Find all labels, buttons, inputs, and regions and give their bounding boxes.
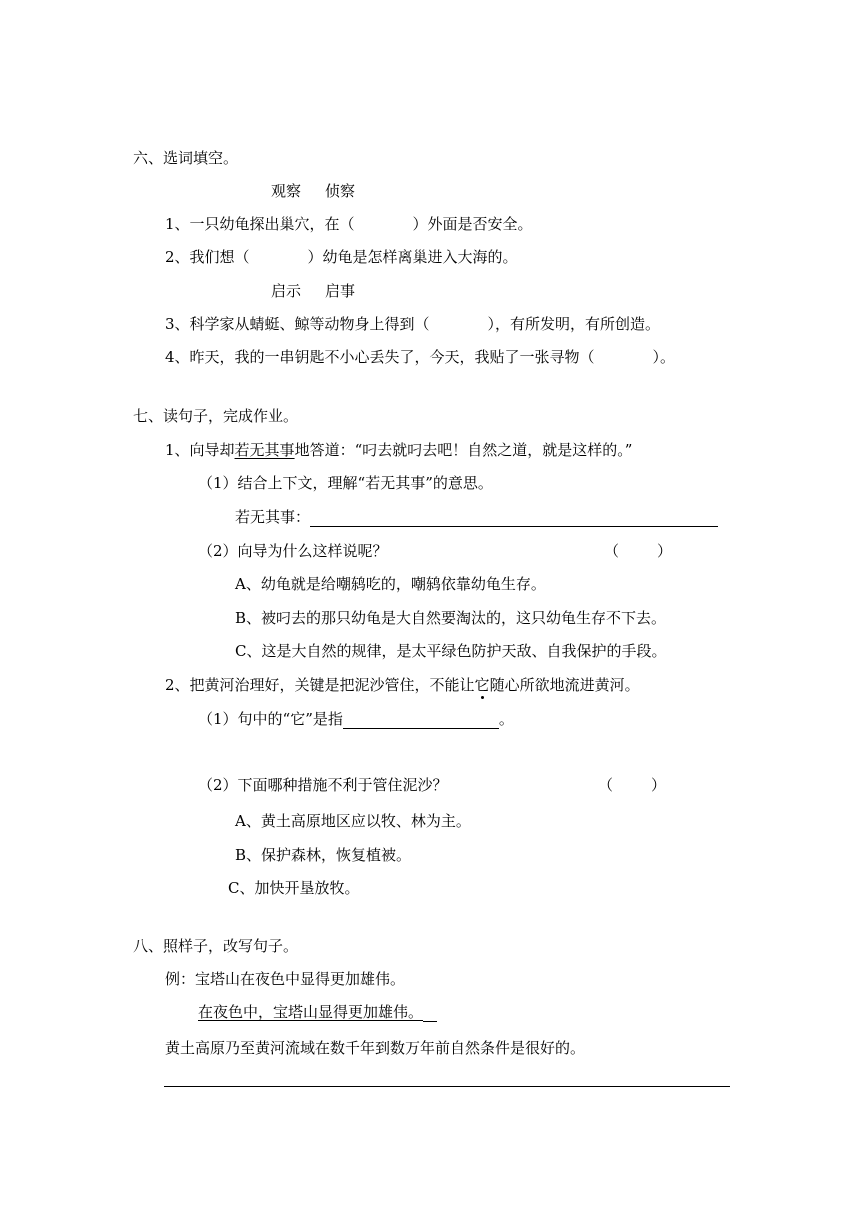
s7-q2-sub-1: （1）句中的“它”是指 。 — [198, 710, 514, 728]
option-a: A、幼龟就是给嘲鸫吃的，嘲鸫依靠幼龟生存。 — [235, 575, 546, 593]
word-choices-a — [271, 181, 355, 201]
s6-question-3: 3、科学家从蜻蜓、鲸等动物身上得到（ ），有所发明，有所创造。 — [165, 315, 661, 333]
word-option: 启示 — [271, 282, 302, 300]
word-option: 观察 — [271, 182, 302, 200]
s7-q2-sub-2: （2）下面哪种措施不利于管住泥沙？ — [198, 776, 448, 794]
s7-question-2: 2、把黄河治理好，关键是把泥沙管住，不能让它随心所欲地流进黄河。 — [165, 676, 640, 694]
s6-question-2: 2、我们想（ ）幼龟是怎样离巢进入大海的。 — [165, 248, 518, 266]
choice-paren[interactable]: （ ） — [604, 542, 673, 560]
s6-question-4: 4、昨天，我的一串钥匙不小心丢失了，今天，我贴了一张寻物（ ）。 — [165, 348, 676, 366]
section-7-title: 七、读句子，完成作业。 — [133, 407, 299, 425]
answer-line[interactable] — [164, 1086, 730, 1087]
underlined-phrase: 若无其事 — [234, 441, 295, 459]
word-choices-b — [271, 281, 355, 301]
option-c: C、加快开垦放牧。 — [228, 879, 360, 897]
word-option: 侦察 — [325, 182, 356, 200]
option-c: C、这是大自然的规律，是太平绿色防护天敌、自我保护的手段。 — [235, 642, 667, 660]
choice-paren[interactable]: （ ） — [598, 776, 667, 794]
rewrite-task: 黄土高原乃至黄河流域在数千年到数万年前自然条件是很好的。 — [165, 1039, 586, 1057]
word-option: 启事 — [325, 282, 356, 300]
example-answer: 在夜色中，宝塔山显得更加雄伟。 — [198, 1002, 437, 1022]
option-b: B、被叼去的那只幼龟是大自然要淘汰的，这只幼龟生存不下去。 — [235, 609, 667, 627]
section-6-title: 六、选词填空。 — [133, 149, 239, 167]
dotted-char: 它 — [474, 676, 490, 694]
example-sentence: 例：宝塔山在夜色中显得更加雄伟。 — [165, 970, 406, 988]
option-a: A、黄土高原地区应以牧、林为主。 — [235, 812, 471, 830]
answer-blank[interactable] — [343, 712, 499, 729]
option-b: B、保护森林，恢复植被。 — [235, 846, 412, 864]
s7-q1-answer-line: 若无其事： — [235, 507, 718, 527]
section-8-title: 八、照样子，改写句子。 — [133, 937, 299, 955]
s6-question-1: 1、一只幼龟探出巢穴，在（ ）外面是否安全。 — [165, 215, 533, 233]
answer-blank[interactable] — [310, 510, 718, 527]
s7-question-1: 1、向导却若无其事地答道：“叼去就叼去吧！自然之道，就是这样的。” — [165, 441, 633, 459]
s7-q1-sub-2: （2）向导为什么这样说呢？ — [198, 542, 388, 560]
s7-q1-sub-1: （1）结合上下文，理解“若无其事”的意思。 — [198, 474, 493, 492]
